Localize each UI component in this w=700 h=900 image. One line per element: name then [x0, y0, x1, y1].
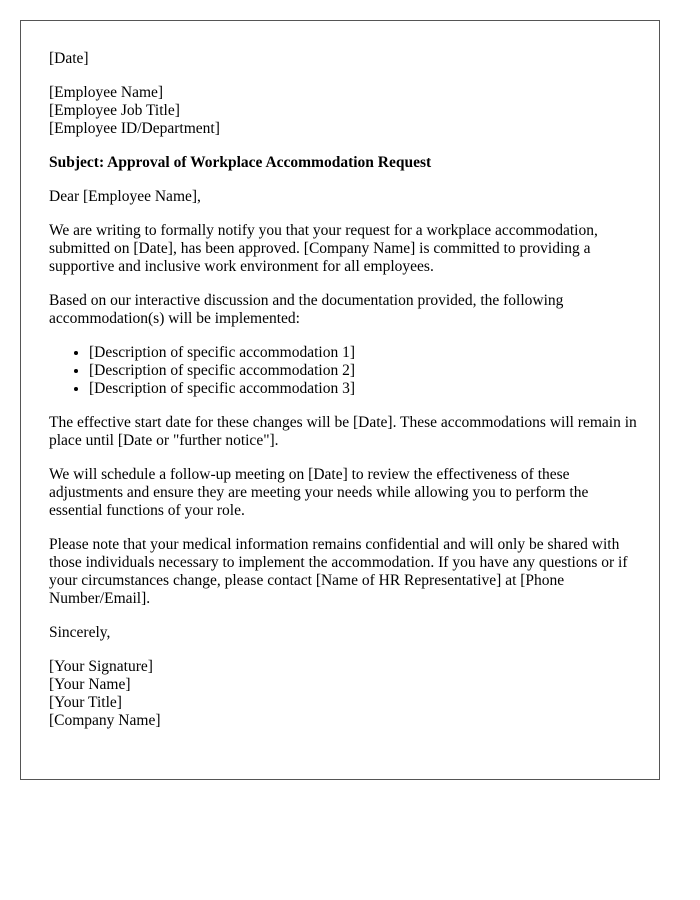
- sender-name: [Your Name]: [49, 676, 131, 693]
- paragraph-follow-up: We will schedule a follow-up meeting on [Date] to review the effectiveness of these adjustments and ensure they are meeting your needs while allowing you to perform the essential functions of your role.: [49, 466, 589, 519]
- list-item: • [Description of specific accommodation 3]: [89, 380, 639, 398]
- closing: Sincerely,: [49, 624, 111, 641]
- recipient-job-title: [Employee Job Title]: [49, 102, 180, 119]
- accommodation-list: [49, 344, 639, 398]
- recipient-name: [Employee Name]: [49, 84, 164, 101]
- letter-date: [Date]: [49, 50, 89, 67]
- paragraph-confidentiality: Please note that your medical information remains confidential and will only be shared with those individuals necessary to implement the accommodation. If you have any questions or if your circumstances change, please contact [Name of HR Representative] at [Phone Number/Email].: [49, 536, 628, 607]
- paragraph-notification: We are writing to formally notify you that your request for a workplace accommodation, submitted on [Date], has been approved. [Company Name] is committed to providing a supportive and inclusive work environment for all employees.: [49, 222, 598, 275]
- letter-subject: Subject: Approval of Workplace Accommodation Request: [49, 154, 432, 171]
- signature-block: [49, 658, 639, 730]
- paragraph-accommodations-intro: Based on our interactive discussion and the documentation provided, the following accommodation(s) will be implemented:: [49, 292, 564, 327]
- paragraph-effective-date: The effective start date for these changes will be [Date]. These accommodations will remain in place until [Date or "further notice"].: [49, 414, 637, 449]
- list-item: • [Description of specific accommodation 2]: [89, 362, 639, 380]
- salutation: Dear [Employee Name],: [49, 188, 201, 205]
- sender-title: [Your Title]: [49, 694, 122, 711]
- list-item: • [Description of specific accommodation 1]: [89, 344, 639, 362]
- recipient-block: [49, 84, 639, 138]
- sender-company: [Company Name]: [49, 712, 161, 729]
- recipient-id-department: [Employee ID/Department]: [49, 120, 220, 137]
- letter-document: [20, 20, 660, 780]
- signature-line: [Your Signature]: [49, 658, 153, 675]
